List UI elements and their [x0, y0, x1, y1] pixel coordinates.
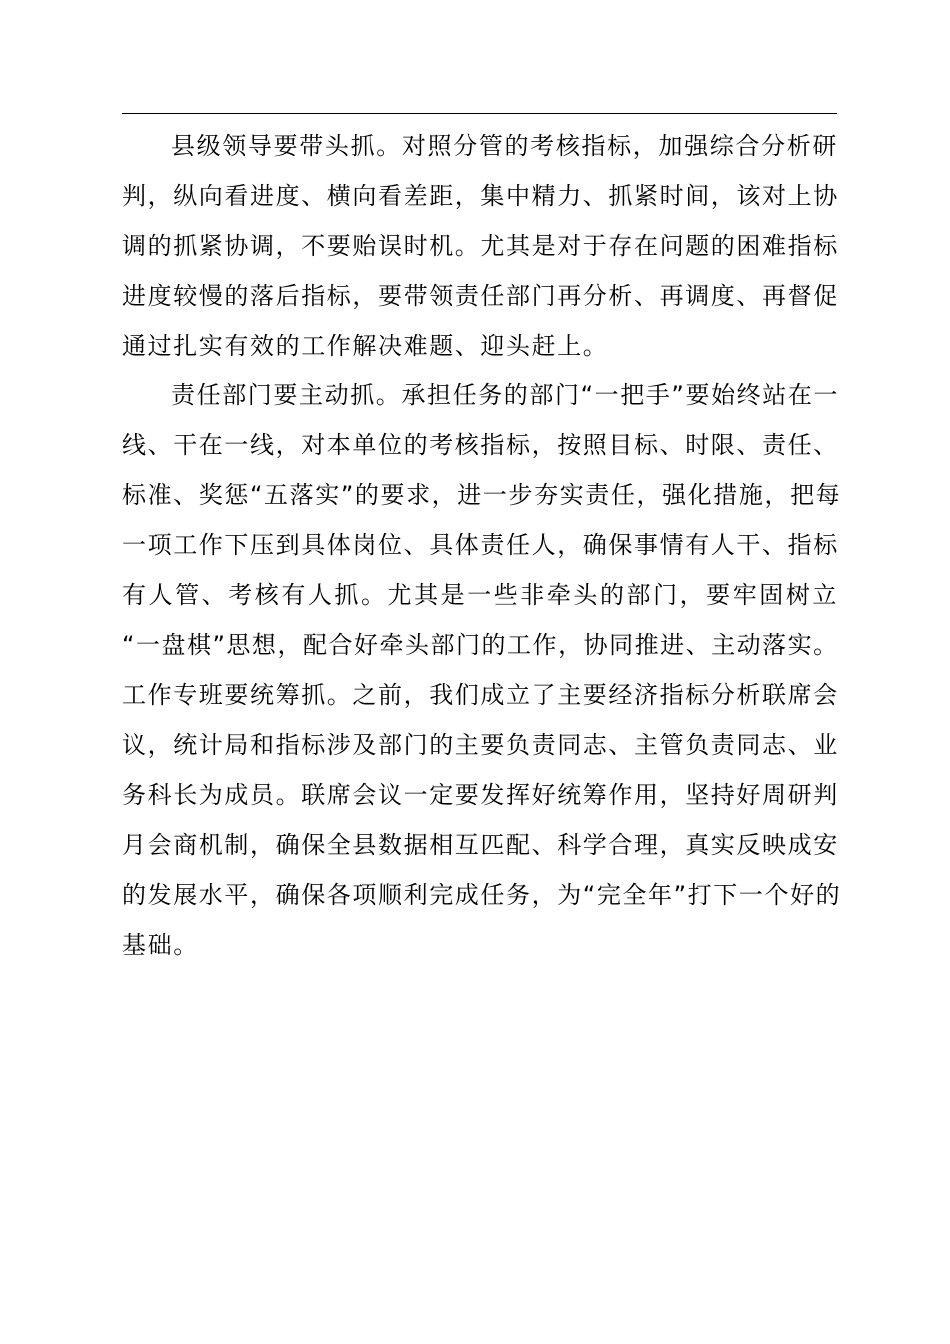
- text-line: 基础。: [122, 931, 199, 959]
- text-line: 议，统计局和指标涉及部门的主要负责同志、主管负责同志、业: [122, 731, 839, 759]
- text-line: 进度较慢的落后指标，要带领责任部门再分析、再调度、再督促: [122, 282, 839, 310]
- text-line: 月会商机制，确保全县数据相互匹配、科学合理，真实反映成安: [122, 831, 839, 859]
- text-line: 通过扎实有效的工作解决难题、迎头赶上。: [122, 332, 609, 360]
- text-line: 县级领导要带头抓。对照分管的考核指标，加强综合分析研: [171, 132, 838, 160]
- text-line: 的发展水平，确保各项顺利完成任务，为“完全年”打下一个好的: [122, 881, 842, 909]
- text-line: 有人管、考核有人抓。尤其是一些非牵头的部门，要牢固树立: [122, 581, 838, 609]
- text-line: 责任部门要主动抓。承担任务的部门“一把手”要始终站在一: [171, 381, 840, 409]
- text-line: 调的抓紧协调，不要贻误时机。尤其是对于存在问题的困难指标: [122, 232, 839, 260]
- header-rule: [122, 113, 837, 114]
- text-line: 标准、奖惩“五落实”的要求，进一步夯实责任，强化措施，把每: [122, 481, 842, 509]
- text-line: 务科长为成员。联席会议一定要发挥好统筹作用，坚持好周研判: [122, 781, 839, 809]
- text-line: 一项工作下压到具体岗位、具体责任人，确保事情有人干、指标: [122, 531, 839, 559]
- text-line: 判，纵向看进度、横向看差距，集中精力、抓紧时间，该对上协: [122, 182, 839, 210]
- text-line: 工作专班要统筹抓。之前，我们成立了主要经济指标分析联席会: [122, 681, 839, 709]
- text-line: “一盘棋”思想，配合好牵头部门的工作，协同推进、主动落实。: [122, 631, 838, 659]
- text-line: 线、干在一线，对本单位的考核指标，按照目标、时限、责任、: [122, 431, 839, 459]
